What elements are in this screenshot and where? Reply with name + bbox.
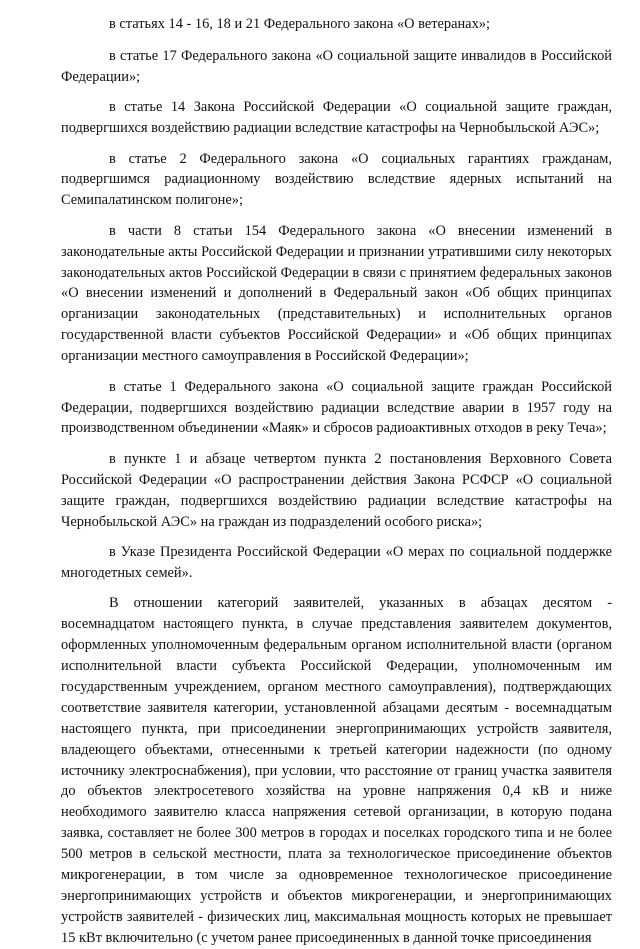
paragraph-disabled-law: в статье 17 Федерального закона «О социальной защите инвалидов в Российской Федерации»; (61, 47, 612, 85)
paragraph-presidential-decree: в Указе Президента Российской Федерации «О мерах по социальной поддержке многодетных семей». (61, 543, 612, 581)
paragraph-semipalatinsk-law: в статье 2 Федерального закона «О социальных гарантиях гражданам, подвергшимся радиационному воздействию вследствие ядерных испытаний на Семипалатинском полигоне»; (61, 150, 612, 209)
paragraph-applicant-categories: В отношении категорий заявителей, указанных в абзацах десятом - восемнадцатом настоящего пункта, в случае представления заявителем документов, оформленных уполномоченным федеральным органом исполнительной власти (органом исполнительной власти субъекта Российской Федерации, уполномоченным им государственным учреждением, органом местного самоуправления), подтверждающих соответствие заявителя категории, установленной абзацами десятым - восемнадцатым настоящего пункта, при присоединении энергопринимающих устройств заявителя, владеющего объектами, отнесенными к третьей категории надежности (по одному источнику электроснабжения), при условии, что расстояние от границ участка заявителя до объектов электросетевого хозяйства на уровне напряжения 0,4 кВ и ниже необходимого заявителю класса напряжения сетевой организации, в которую подана заявка, составляет не более 300 метров в городах и поселках городского типа и не более 500 метров в сельской местности, плата за технологическое присоединение объектов микрогенерации, в том числе за одновременное технологическое присоединение энергопринимающих устройств и объектов микрогенерации, и энергопринимающих устройств заявителей - физических лиц, максимальная мощность которых не превышает 15 кВт включительно (с учетом ранее присоединенных в данной точке присоединения (61, 595, 612, 946)
paragraph-supreme-council: в пункте 1 и абзаце четвертом пункта 2 постановления Верховного Совета Российской Федерации «О распространении действия Закона РСФСР «О социальной защите граждан, подвергшихся воздействию радиации вследствие катастрофы на Чернобыльской АЭС» на граждан из подразделений особого риска»; (61, 450, 612, 530)
paragraph-article-154: в части 8 статьи 154 Федерального закона «О внесении изменений в законодательные акты Российской Федерации и признании утратившими силу некоторых законодательных актов Российской Федерации в связи с принятием федеральных законов «О внесении изменений и дополнений в Федеральный закон «Об общих принципах организации законодательных (представительных) и исполнительных органов государственной власти субъектов Российской Федерации» и «Об общих принципах организации местного самоуправления в Российской Федерации»; (61, 222, 612, 365)
paragraph-mayak-law: в статье 1 Федерального закона «О социальной защите граждан Российской Федерации, подвергшихся воздействию радиации вследствие аварии в 1957 году на производственном объединении «Маяк» и сбросов радиоактивных отходов в реку Теча»; (61, 378, 612, 437)
paragraph-veterans-law: в статьях 14 - 16, 18 и 21 Федерального закона «О ветеранах»; (109, 16, 490, 32)
paragraph-chernobyl-law: в статье 14 Закона Российской Федерации «О социальной защите граждан, подвергшихся воздействию радиации вследствие катастрофы на Чернобыльской АЭС»; (61, 99, 612, 137)
